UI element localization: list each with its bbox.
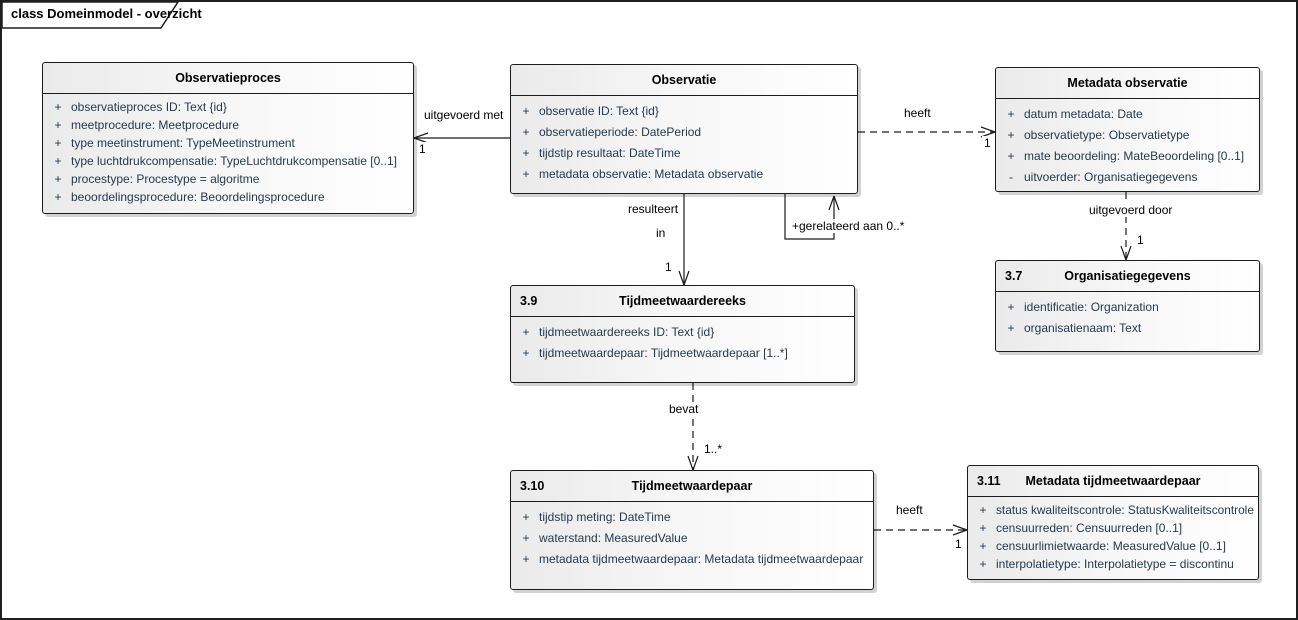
- class-attribute: [43, 152, 413, 170]
- visibility-marker: +: [522, 145, 530, 160]
- class-attribute: [511, 527, 873, 548]
- visibility-marker: +: [522, 509, 530, 524]
- class-box-observatieproces[interactable]: [42, 62, 414, 214]
- class-box-metadata-observatie[interactable]: [995, 67, 1260, 192]
- connector-label-heeft-1: 1: [984, 136, 991, 150]
- class-attribute: [511, 342, 854, 363]
- class-attribute: [968, 501, 1258, 519]
- visibility-marker: +: [979, 539, 987, 553]
- attribute-text: organisatienaam: Text: [1024, 320, 1142, 335]
- attribute-text: status kwaliteitscontrole: StatusKwaliteitscontrole: [996, 503, 1254, 517]
- attribute-text: interpolatietype: Interpolatietype = discontinu: [996, 557, 1234, 571]
- class-attribute: [996, 103, 1259, 124]
- connector-label-heeft-2: heeft: [896, 503, 923, 517]
- visibility-marker: +: [54, 100, 62, 114]
- attribute-text: waterstand: MeasuredValue: [539, 530, 688, 545]
- connector-label-resulteert-in: resulteert: [628, 202, 679, 216]
- class-attribute: [43, 170, 413, 188]
- visibility-marker: +: [522, 530, 530, 545]
- class-attribute: [511, 548, 873, 569]
- class-attributes: [43, 94, 413, 206]
- attribute-text: identificatie: Organization: [1024, 299, 1159, 314]
- visibility-marker: +: [522, 103, 530, 118]
- class-attribute: [996, 296, 1259, 317]
- visibility-marker: +: [522, 166, 530, 181]
- class-attributes: [968, 497, 1258, 573]
- visibility-marker: +: [522, 324, 530, 339]
- class-header: [968, 466, 1258, 497]
- connector-label-resulteert-in-2: 1: [665, 260, 672, 274]
- connector-label-resulteert-in-1: in: [656, 226, 666, 240]
- visibility-marker: +: [979, 521, 987, 535]
- class-box-tijdmeetwaardepaar[interactable]: [510, 470, 874, 590]
- attribute-text: meetprocedure: Meetprocedure: [71, 118, 240, 132]
- class-number: 3.7: [1005, 269, 1023, 283]
- diagram-stage: [2, 2, 1296, 618]
- class-header: [996, 68, 1259, 99]
- class-title: Metadata tijdmeetwaardepaar: [1025, 474, 1201, 488]
- attribute-text: observatieperiode: DatePeriod: [539, 124, 702, 139]
- visibility-marker: +: [54, 118, 62, 132]
- visibility-marker: +: [522, 124, 530, 139]
- attribute-text: tijdmeetwaardereeks ID: Text {id}: [539, 324, 715, 339]
- class-attribute: [511, 100, 857, 121]
- class-attribute: [996, 145, 1259, 166]
- connector-label-uitgevoerd-door: uitgevoerd door: [1089, 203, 1173, 217]
- attribute-text: uitvoerder: Organisatiegegevens: [1024, 169, 1198, 184]
- connector-label-uitgevoerd-met-1: 1: [419, 142, 426, 156]
- class-header: [43, 63, 413, 94]
- visibility-marker: +: [54, 154, 62, 168]
- class-attributes: [511, 317, 854, 363]
- connector-label-heeft-2-1: 1: [955, 537, 962, 551]
- class-attribute: [511, 506, 873, 527]
- class-attribute: [43, 134, 413, 152]
- attribute-text: observatie ID: Text {id}: [539, 103, 659, 118]
- class-box-metadata-tijdmeetwaardepaar[interactable]: [967, 465, 1259, 580]
- class-attribute: [43, 116, 413, 134]
- class-header: [996, 261, 1259, 292]
- visibility-marker: +: [54, 190, 62, 204]
- connector-label-uitgevoerd-door-1: 1: [1137, 233, 1144, 247]
- class-box-organisatiegegevens[interactable]: [995, 260, 1260, 352]
- attribute-text: censuurlimietwaarde: MeasuredValue [0..1]: [996, 539, 1226, 553]
- visibility-marker: +: [522, 345, 530, 360]
- visibility-marker: +: [1007, 148, 1015, 163]
- connector-label-heeft: heeft: [904, 106, 931, 120]
- visibility-marker: +: [1007, 127, 1015, 142]
- attribute-text: beoordelingsprocedure: Beoordelingsprocedure: [71, 190, 325, 204]
- class-header: [511, 286, 854, 317]
- attribute-text: censuurreden: Censuurreden [0..1]: [996, 521, 1183, 535]
- visibility-marker: +: [979, 503, 987, 517]
- class-attribute: [968, 555, 1258, 573]
- class-attribute: [996, 166, 1259, 187]
- class-title: Observatieproces: [175, 71, 281, 85]
- attribute-text: datum metadata: Date: [1024, 106, 1143, 121]
- visibility-marker: +: [979, 557, 987, 571]
- class-attribute: [996, 317, 1259, 338]
- connector-label-bevat: bevat: [669, 402, 699, 416]
- attribute-text: observatietype: Observatietype: [1024, 127, 1190, 142]
- class-box-tijdmeetwaardereeks[interactable]: [510, 285, 855, 383]
- visibility-marker: +: [1007, 299, 1015, 314]
- class-title: Observatie: [651, 73, 717, 87]
- class-attributes: [511, 502, 873, 569]
- class-attribute: [511, 142, 857, 163]
- attribute-text: procestype: Procestype = algoritme: [71, 172, 260, 186]
- attribute-text: metadata observatie: Metadata observatie: [539, 166, 764, 181]
- attribute-text: tijdstip resultaat: DateTime: [539, 145, 681, 160]
- class-attribute: [43, 98, 413, 116]
- attribute-text: observatieproces ID: Text {id}: [71, 100, 227, 114]
- class-attributes: [511, 96, 857, 184]
- class-title: Tijdmeetwaardepaar: [631, 479, 753, 493]
- class-number: 3.10: [520, 479, 545, 493]
- class-number: 3.9: [520, 294, 538, 308]
- attribute-text: type meetinstrument: TypeMeetinstrument: [71, 136, 295, 150]
- class-header: [511, 65, 857, 96]
- class-attribute: [996, 124, 1259, 145]
- attribute-text: tijdstip meting: DateTime: [539, 509, 671, 524]
- class-attribute: [43, 188, 413, 206]
- connector-label-uitgevoerd-met: uitgevoerd met: [424, 108, 504, 122]
- attribute-text: tijdmeetwaardepaar: Tijdmeetwaardepaar [1..*]: [539, 345, 788, 360]
- connector-label-bevat-1: 1..*: [704, 442, 723, 456]
- class-attribute: [511, 163, 857, 184]
- class-attribute: [968, 537, 1258, 555]
- class-header: [511, 471, 873, 502]
- class-attribute: [511, 121, 857, 142]
- visibility-marker: +: [1007, 106, 1015, 121]
- class-attribute: [968, 519, 1258, 537]
- class-title: Metadata observatie: [1067, 76, 1188, 90]
- class-title: Tijdmeetwaardereeks: [619, 294, 746, 308]
- visibility-marker: +: [1007, 320, 1015, 335]
- visibility-marker: +: [522, 551, 530, 566]
- visibility-marker: +: [54, 172, 62, 186]
- class-attribute: [511, 321, 854, 342]
- attribute-text: mate beoordeling: MateBeoordeling [0..1]: [1024, 148, 1245, 163]
- connector-label-gerelateerd-aan: +gerelateerd aan 0..*: [792, 219, 905, 233]
- class-number: 3.11: [977, 474, 1001, 488]
- class-attributes: [996, 292, 1259, 338]
- class-title: Organisatiegegevens: [1064, 269, 1191, 283]
- visibility-marker: -: [1009, 169, 1013, 184]
- diagram-title: class Domeinmodel - overzicht: [11, 6, 202, 21]
- class-box-observatie[interactable]: [510, 64, 858, 194]
- class-attributes: [996, 99, 1259, 187]
- attribute-text: type luchtdrukcompensatie: TypeLuchtdrukcompensatie [0..1]: [71, 154, 397, 168]
- visibility-marker: +: [54, 136, 62, 150]
- attribute-text: metadata tijdmeetwaardepaar: Metadata tijdmeetwaardepaar: [539, 551, 864, 566]
